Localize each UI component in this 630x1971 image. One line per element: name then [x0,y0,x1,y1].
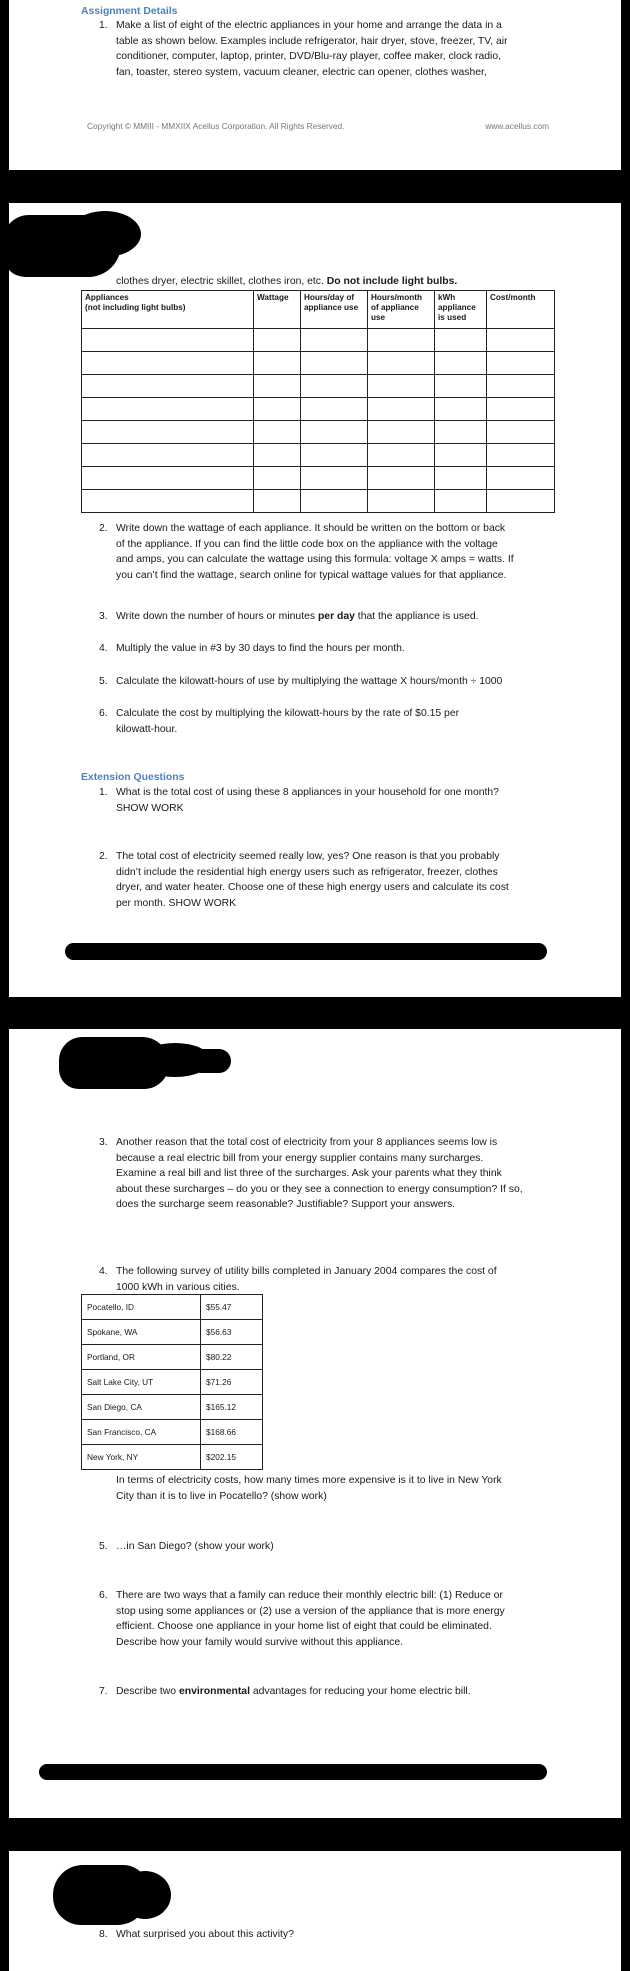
table-header-row [82,291,555,329]
redaction-mark [39,1764,547,1780]
cost-cell: $165.12 [201,1395,263,1420]
cost-cell: $71.26 [201,1370,263,1395]
header-appliances: Appliances (not including light bulbs) [82,291,254,329]
table-row [82,490,555,513]
extension-question-7: 7. Describe two environmental advantages for reducing your home electric bill. [99,1686,471,1697]
question-1-continued: clothes dryer, electric skillet, clothes iron, etc. Do not include light bulbs. [116,276,458,287]
cost-cell: $202.15 [201,1445,263,1470]
table-row [82,1395,263,1420]
cost-cell: $168.66 [201,1420,263,1445]
extension-question-4: 4. The following survey of utility bills completed in January 2004 compares the cost of 1000 kWh in various cities. [99,1266,497,1293]
document-page-1 [9,0,621,170]
table-row [82,398,555,421]
redaction-mark [65,943,547,960]
city-cell: San Francisco, CA [82,1420,201,1445]
question-2: 2. Write down the wattage of each appliance. It should be written on the bottom or back of the appliance. If you can find the little code box on the appliance with the voltage and amps, you can calculate the wattage using this formula: voltage X amps = watts. If you can’t find the wattage, search online for typical wattage values for that appliance. [99,523,514,581]
city-cell: San Diego, CA [82,1395,201,1420]
cost-cell: $55.47 [201,1295,263,1320]
question-3: 3. Write down the number of hours or minutes per day that the appliance is used. [99,611,479,622]
redaction-mark [119,1871,171,1919]
table-row [82,1320,263,1345]
extension-question-8: 8. What surprised you about this activity? [99,1929,294,1940]
document-page-2 [9,203,621,997]
table-row [82,1345,263,1370]
assignment-details-heading: Assignment Details [81,6,178,17]
table-row [82,1295,263,1320]
extension-question-2: 2. The total cost of electricity seemed really low, yes? One reason is that you probably didn’t include the residential high energy users such as refrigerator, freezer, clothes dryer, and water heater. Choose one of these high energy users and calculate its cost per month. SHOW WORK [99,851,509,909]
utility-cost-table [81,1294,263,1470]
cost-cell: $80.22 [201,1345,263,1370]
extension-question-1: 1. What is the total cost of using these 8 appliances in your household for one month? SHOW WORK [99,787,499,814]
table-row [82,421,555,444]
question-text: Make a list of eight of the electric appliances in your home and arrange the data in a table as shown below. Examples include refrigerator, hair dryer, stove, freezer, TV, air conditioner, computer, laptop, printer, DVD/Blu-ray player, coffee maker, clock radio, fan, toaster, stereo system, vacuum cleaner, electric can opener, clothes washer, [116,20,508,78]
extension-question-4-followup: In terms of electricity costs, how many times more expensive is it to live in New York City than it is to live in Pocatello? (show work) [116,1475,502,1502]
document-page-3 [9,1029,621,1818]
extension-question-3: 3. Another reason that the total cost of electricity from your 8 appliances seems low is because a real electric bill from your energy supplier contains many surcharges. Examine a real bill and list three of the surcharges. Ask your parents what they think about these surcharges – do you or they see a connection to energy consumption? If so, does the surcharge seem reasonable? Justifiable? Support your answers. [99,1137,523,1210]
table-row [82,467,555,490]
header-cost-month: Cost/month [487,291,555,329]
table-row [82,444,555,467]
question-5: 5. Calculate the kilowatt-hours of use by multiplying the wattage X hours/month ÷ 1000 [99,676,503,687]
header-kwh: kWh appliance is used [435,291,487,329]
table-row [82,329,555,352]
question-number: 1. [99,20,108,31]
redaction-mark [69,211,141,257]
city-cell: Salt Lake City, UT [82,1370,201,1395]
question-4: 4. Multiply the value in #3 by 30 days to find the hours per month. [99,643,405,654]
appliance-table [81,290,555,513]
city-cell: Portland, OR [82,1345,201,1370]
emphasis-text: Do not include light bulbs. [326,276,458,287]
cost-cell: $56.63 [201,1320,263,1345]
header-hours-day: Hours/day of appliance use [301,291,368,329]
document-page-4 [9,1851,621,1971]
copyright-footer: Copyright © MMIII - MMXIIX Acellus Corporation. All Rights Reserved. [87,121,345,131]
city-cell: Pocatello, ID [82,1295,201,1320]
table-row [82,352,555,375]
header-hours-month: Hours/month of appliance use [368,291,435,329]
extension-question-6: 6. There are two ways that a family can reduce their monthly electric bill: (1) Reduce or stop using some appliances or (2) use a version of the appliance that is more energy efficient. Choose one appliance in your home list of eight that could be eliminated. Describe how your family would survive without this appliance. [99,1590,505,1648]
extension-question-5: 5. …in San Diego? (show your work) [99,1541,274,1552]
table-row [82,1420,263,1445]
city-cell: Spokane, WA [82,1320,201,1345]
table-row [82,1445,263,1470]
table-row [82,1370,263,1395]
website-footer[interactable]: www.acellus.com [485,121,549,131]
header-wattage: Wattage [254,291,301,329]
question-1 [99,18,599,82]
redaction-mark [189,1049,231,1073]
city-cell: New York, NY [82,1445,201,1470]
question-6: 6. Calculate the cost by multiplying the kilowatt-hours by the rate of $0.15 per kilowatt-hour. [99,708,460,735]
table-row [82,375,555,398]
extension-questions-heading: Extension Questions [81,772,185,783]
